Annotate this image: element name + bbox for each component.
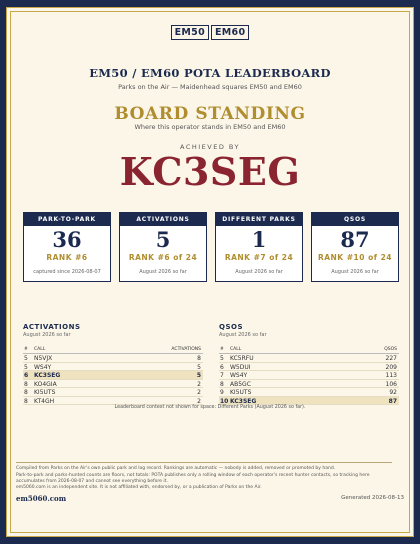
stat-card-park-to-park xyxy=(23,212,111,282)
row-value: 113 xyxy=(385,372,397,379)
page-title: EM50 / EM60 POTA LEADERBOARD xyxy=(89,66,331,80)
row-rank: 9 xyxy=(220,389,224,396)
stat-card-value: 87 xyxy=(340,227,370,252)
stat-card-rank: RANK #6 of 24 xyxy=(128,253,198,262)
table-row xyxy=(219,371,399,380)
table-subtitle: August 2026 so far xyxy=(23,332,71,338)
standing-subheading: Where this operator stands in EM50 and EM60 xyxy=(134,123,286,131)
row-rank: 5 xyxy=(24,363,28,371)
table-row xyxy=(219,380,399,389)
row-rank: 8 xyxy=(24,389,28,396)
page-subtitle: Parks on the Air — Maidenhead squares EM50 and EM60 xyxy=(118,83,302,91)
stat-card-note: August 2026 so far xyxy=(235,269,283,275)
operator-callsign: KC3SEG xyxy=(119,149,301,194)
row-rank: 6 xyxy=(24,372,29,379)
row-rank: 5 xyxy=(24,355,28,362)
row-value: 5 xyxy=(197,363,201,371)
row-call: KI5UTS xyxy=(230,389,252,396)
site-name: em5060.com xyxy=(16,494,67,503)
row-call: KO4GIA xyxy=(34,380,57,388)
row-value: 2 xyxy=(197,380,201,388)
table-title: QSOS xyxy=(219,323,243,331)
column-header-rank: # xyxy=(24,347,28,352)
qsos-table xyxy=(219,323,399,405)
row-call: WS4Y xyxy=(34,363,52,371)
row-call: KT4GH xyxy=(34,397,55,405)
table-row-highlighted xyxy=(23,371,203,380)
table-row xyxy=(219,363,399,372)
row-value: 227 xyxy=(385,355,397,362)
table-row xyxy=(23,397,203,406)
stat-card-note: August 2026 so far xyxy=(139,269,187,275)
row-rank: 8 xyxy=(24,397,28,405)
table-subtitle: August 2026 so far xyxy=(219,332,267,338)
table-row xyxy=(23,388,203,397)
stat-card-activations xyxy=(119,212,207,282)
stat-cards xyxy=(23,212,399,282)
table-header xyxy=(219,345,399,354)
column-header-call: CALL xyxy=(230,347,242,352)
table-row-highlighted xyxy=(219,397,399,406)
stat-card-value: 5 xyxy=(155,227,171,252)
stat-card-rank: RANK #7 of 24 xyxy=(224,253,294,262)
row-call: KC3SEG xyxy=(34,372,61,379)
stat-card-note: August 2026 so far xyxy=(331,269,379,275)
achieved-by-label: ACHIEVED BY xyxy=(180,143,240,151)
row-value: 2 xyxy=(197,397,201,405)
footer-compiled-note: Compiled from Parks on the Air's own public park and log record. Rankings are automatic — nobody is added, removed or promoted by hand. xyxy=(16,466,336,471)
stat-card-value: 36 xyxy=(52,227,82,252)
row-call: WS4Y xyxy=(230,372,248,379)
row-rank: 8 xyxy=(24,380,28,388)
row-call: KC3SEG xyxy=(230,397,257,405)
stat-card-label: DIFFERENT PARKS xyxy=(216,213,302,226)
standing-heading: BOARD STANDING xyxy=(114,104,306,124)
row-call: N5VJX xyxy=(34,355,53,362)
stat-card-note: captured since 2026-08-07 xyxy=(33,269,101,275)
column-header-qsos: QSOS xyxy=(384,347,397,352)
row-value: 92 xyxy=(389,389,397,396)
stat-card-qsos xyxy=(311,212,399,282)
row-value: 2 xyxy=(197,389,201,396)
activations-table xyxy=(23,323,203,405)
stat-card-rank: RANK #6 xyxy=(46,253,88,262)
row-call: KI5UTS xyxy=(34,389,56,396)
row-call: KC5RFU xyxy=(230,355,254,362)
generated-date: Generated 2026-08-13 xyxy=(341,495,404,501)
column-header-activations: ACTIVATIONS xyxy=(171,347,201,352)
row-rank: 8 xyxy=(220,380,224,388)
row-value: 209 xyxy=(385,363,397,371)
table-row xyxy=(23,380,203,389)
row-value: 87 xyxy=(388,397,397,405)
row-rank: 6 xyxy=(220,363,224,371)
footer-counts-note: Park-to-park and parks-hunted counts are floors, not totals: POTA publishes only a rolling window of each operator's recent hunter contacts, so tracking here accumulates from 2026-08-07 and cannot see everything before it. xyxy=(16,473,370,484)
stat-card-label: QSOS xyxy=(312,213,398,226)
table-row xyxy=(23,363,203,372)
square-badge-em60: EM60 xyxy=(211,25,249,40)
column-header-call: CALL xyxy=(34,347,46,352)
row-value: 8 xyxy=(197,355,201,362)
grid-squares xyxy=(0,20,420,40)
column-header-rank: # xyxy=(220,347,224,352)
row-rank: 10 xyxy=(220,397,229,405)
stat-card-value: 1 xyxy=(251,227,267,252)
table-row xyxy=(219,388,399,397)
footer-disclaimer: em5060.com is an independent site. It is not affiliated with, endorsed by, or a publication of Parks on the Air. xyxy=(16,485,262,490)
row-call: W5DUI xyxy=(230,363,251,371)
row-value: 5 xyxy=(196,372,201,379)
stat-card-label: ACTIVATIONS xyxy=(120,213,206,226)
row-rank: 5 xyxy=(220,355,224,362)
table-row xyxy=(23,354,203,363)
table-title: ACTIVATIONS xyxy=(23,323,81,331)
square-badge-em50: EM50 xyxy=(171,25,209,40)
stat-card-label: PARK-TO-PARK xyxy=(24,213,110,226)
table-header xyxy=(23,345,203,354)
stat-card-rank: RANK #10 of 24 xyxy=(317,253,393,262)
stat-card-different-parks xyxy=(215,212,303,282)
footer-divider xyxy=(16,462,392,463)
table-row xyxy=(219,354,399,363)
row-call: AB5GC xyxy=(230,380,251,388)
row-rank: 7 xyxy=(220,372,224,379)
tables-note: Leaderboard context not shown for space: Different Parks (August 2026 so far). xyxy=(114,405,306,410)
row-value: 106 xyxy=(385,380,397,388)
